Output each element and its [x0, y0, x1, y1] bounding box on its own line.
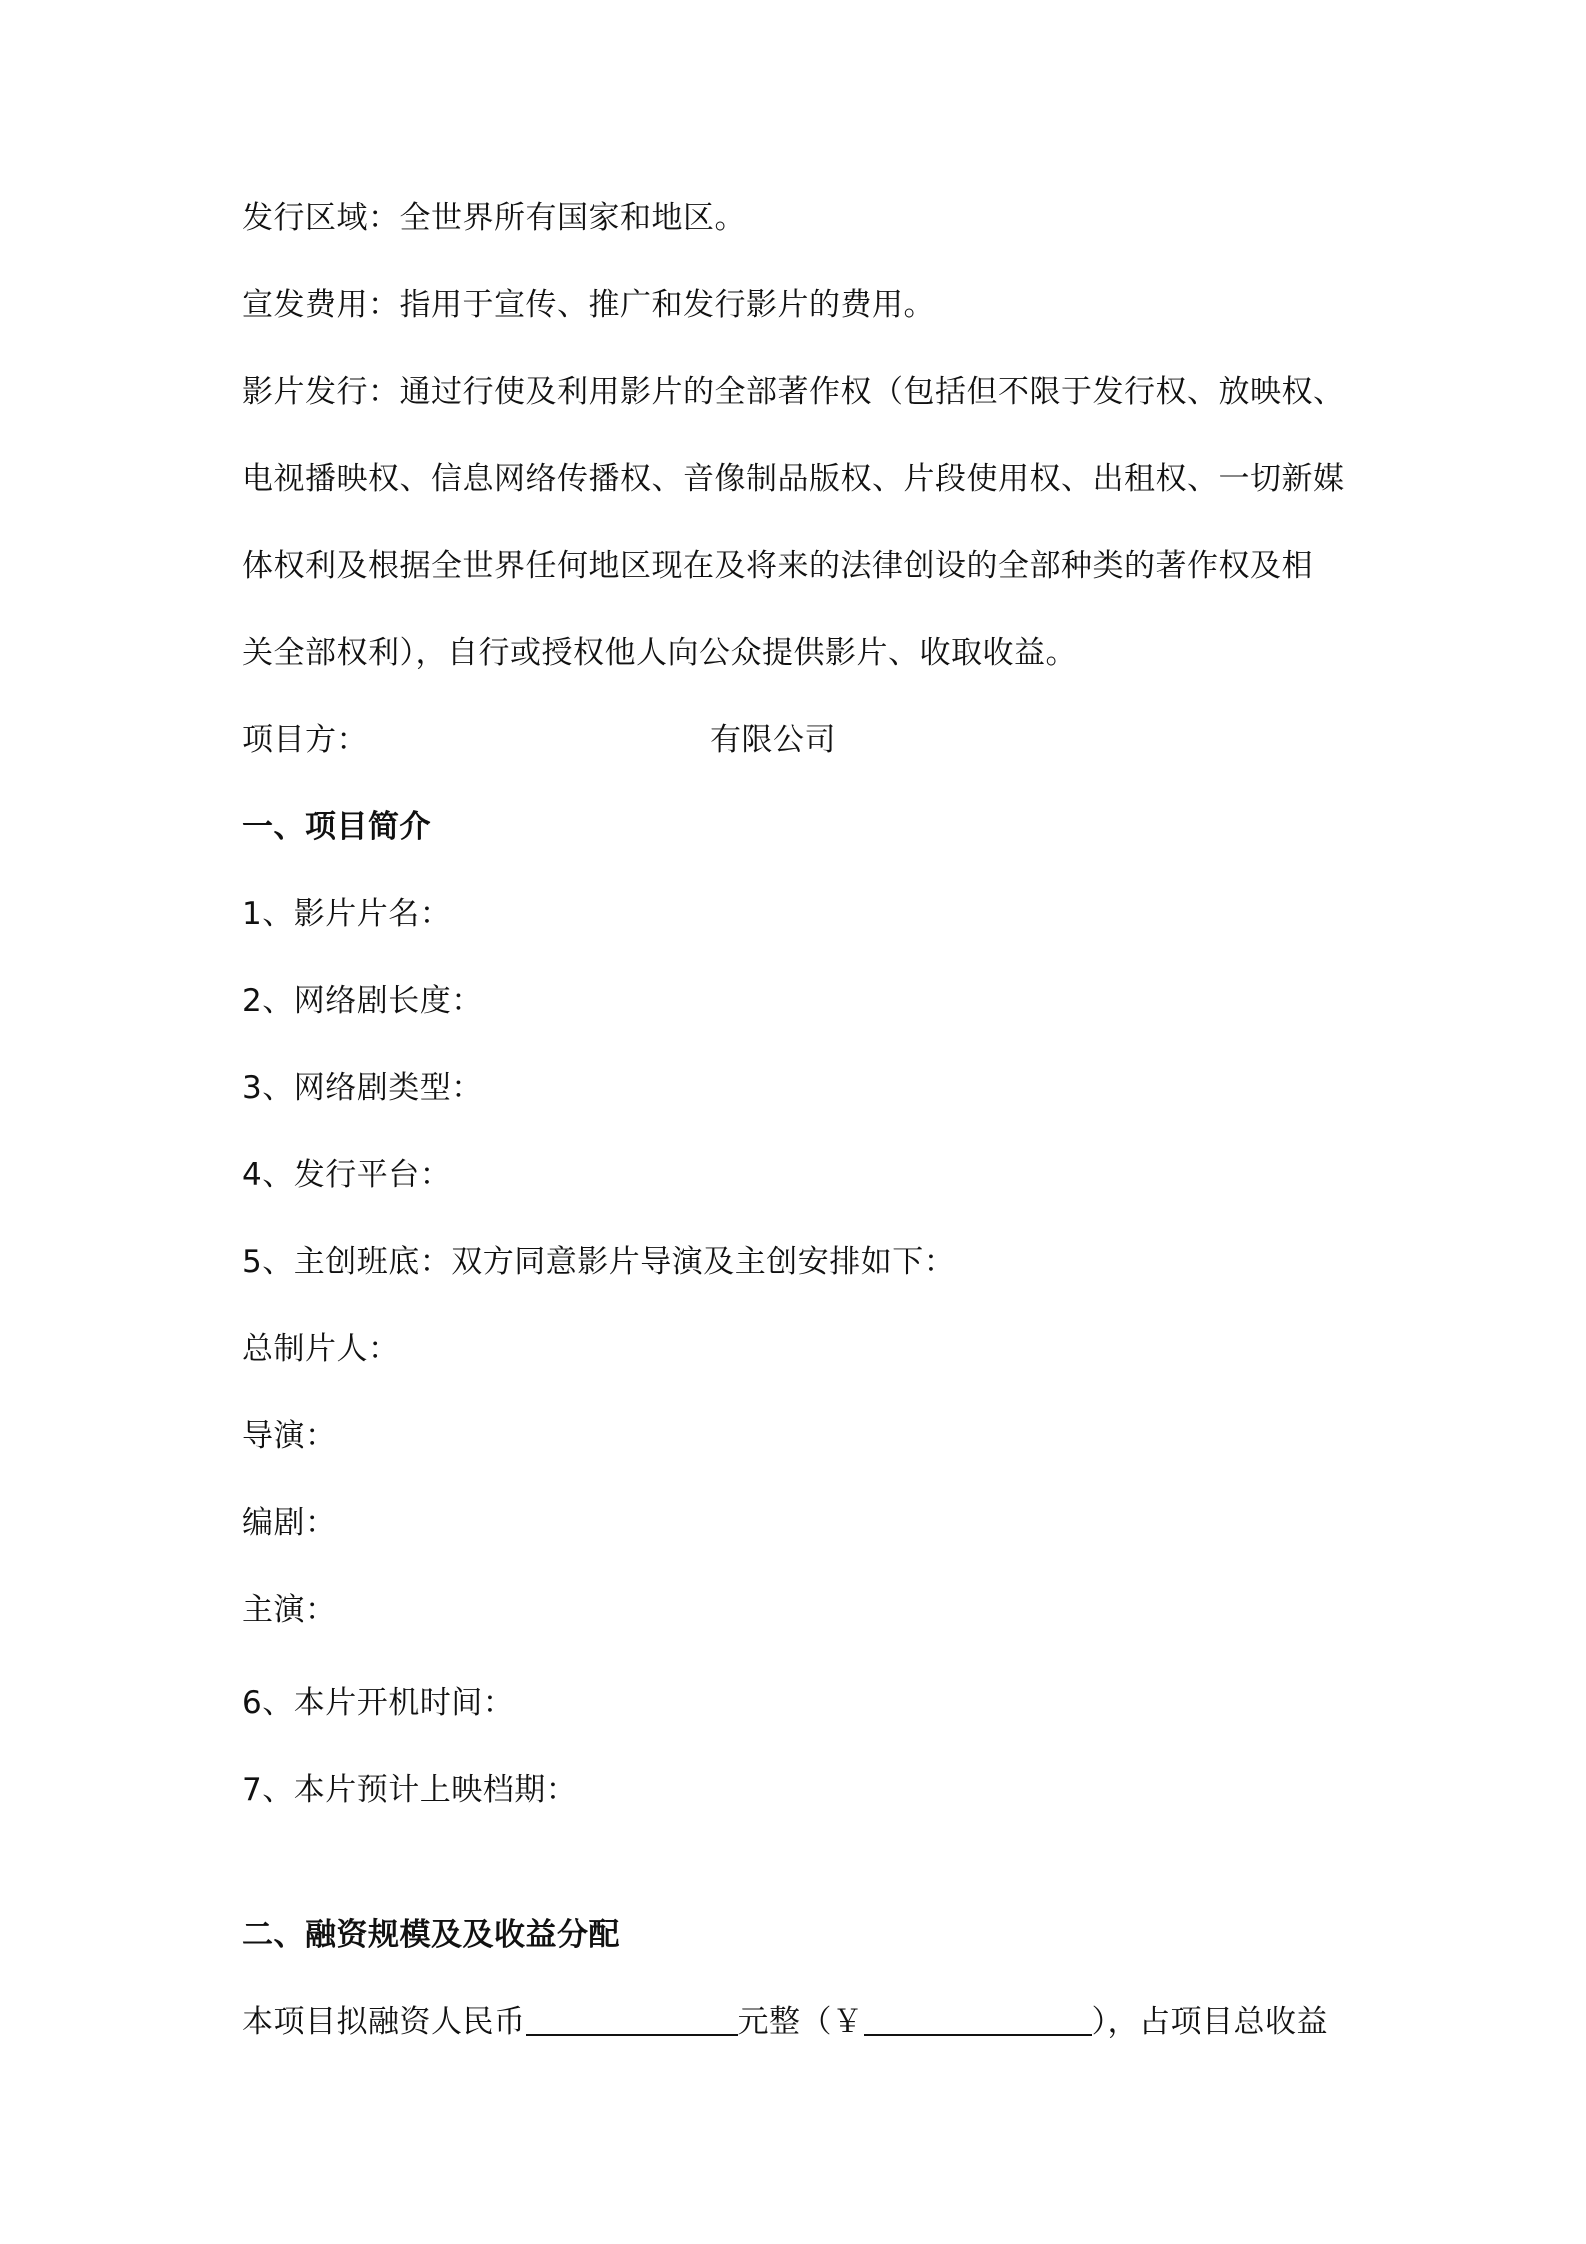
financing-text-2: 元整（￥: [737, 2004, 864, 2040]
item-series-genre: 3、网络剧类型：: [242, 1070, 483, 1106]
definition-film-distribution-line-4: 关全部权利），自行或授权他人向公众提供影片、收取收益。: [242, 635, 1077, 671]
item-creative-team: 5、主创班底：双方同意影片导演及主创安排如下：: [242, 1244, 956, 1280]
definition-film-distribution-line-1: 影片发行：通过行使及利用影片的全部著作权（包括但不限于发行权、放映权、: [242, 374, 1345, 410]
project-party-label: 项目方：: [242, 722, 368, 758]
definition-promotion-cost: 宣发费用：指用于宣传、推广和发行影片的费用。: [242, 287, 935, 323]
crew-executive-producer: 总制片人：: [242, 1331, 400, 1367]
crew-lead-actors: 主演：: [242, 1592, 337, 1628]
section-1-heading: 一、项目简介: [242, 809, 431, 845]
definition-distribution-region: 发行区域：全世界所有国家和地区。: [242, 200, 746, 236]
financing-sentence: [242, 2002, 1362, 2042]
item-release-schedule: 7、本片预计上映档期：: [242, 1772, 578, 1808]
item-release-platform: 4、发行平台：: [242, 1157, 452, 1193]
section-2-heading: 二、融资规模及及收益分配: [242, 1917, 620, 1953]
item-series-length: 2、网络剧长度：: [242, 983, 483, 1019]
definition-film-distribution-line-3: 体权利及根据全世界任何地区现在及将来的法律创设的全部种类的著作权及相: [242, 548, 1313, 584]
project-party-company: 有限公司: [710, 722, 836, 758]
item-shooting-start: 6、本片开机时间：: [242, 1685, 515, 1721]
amount-figures-blank[interactable]: [864, 2006, 1092, 2036]
item-film-title: 1、影片片名：: [242, 896, 452, 932]
crew-screenwriter: 编剧：: [242, 1505, 337, 1541]
financing-text-3: ），占项目总收益: [1091, 2004, 1328, 2040]
crew-director: 导演：: [242, 1418, 337, 1454]
project-party-line: [242, 720, 1362, 760]
amount-words-blank[interactable]: [526, 2006, 738, 2036]
definition-film-distribution-line-2: 电视播映权、信息网络传播权、音像制品版权、片段使用权、出租权、一切新媒: [242, 461, 1345, 497]
financing-text-1: 本项目拟融资人民币: [242, 2004, 526, 2040]
